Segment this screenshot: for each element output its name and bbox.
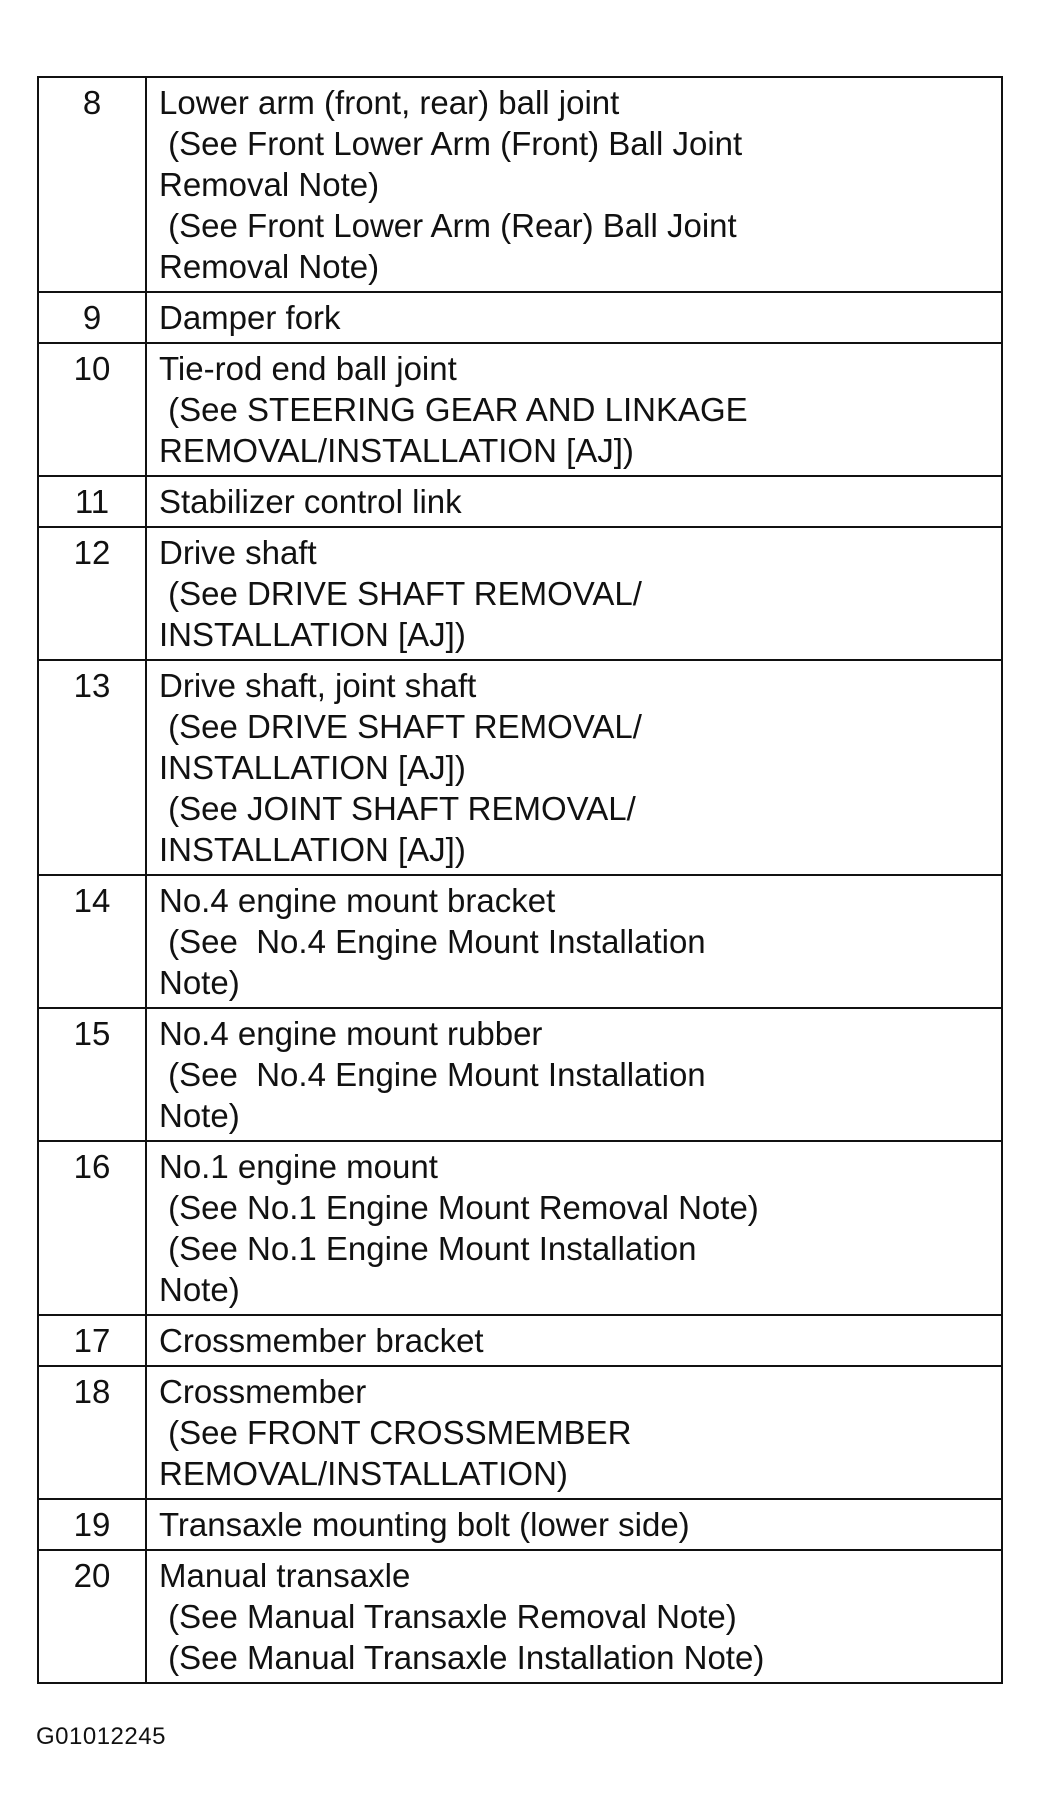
item-description xyxy=(146,343,1002,476)
description-line: (See DRIVE SHAFT REMOVAL/ xyxy=(159,708,642,745)
part-name: Crossmember xyxy=(159,1373,367,1410)
table-body xyxy=(38,77,1002,1683)
table-row xyxy=(38,343,1002,476)
part-name: Tie-rod end ball joint xyxy=(159,350,457,387)
item-number: 16 xyxy=(38,1141,146,1315)
item-description xyxy=(146,527,1002,660)
part-name: Drive shaft xyxy=(159,534,317,571)
part-name: Lower arm (front, rear) ball joint xyxy=(159,84,620,121)
item-description xyxy=(146,1499,1002,1550)
item-number: 20 xyxy=(38,1550,146,1683)
description-line: (See Manual Transaxle Installation Note) xyxy=(159,1639,765,1676)
table-row xyxy=(38,1141,1002,1315)
item-number: 14 xyxy=(38,875,146,1008)
item-number: 8 xyxy=(38,77,146,292)
item-description xyxy=(146,1550,1002,1683)
item-number: 10 xyxy=(38,343,146,476)
figure-id: G01012245 xyxy=(36,1723,166,1750)
description-line: INSTALLATION [AJ]) xyxy=(159,749,466,786)
description-line: (See Manual Transaxle Removal Note) xyxy=(159,1598,737,1635)
item-description xyxy=(146,660,1002,875)
description-line: (See No.4 Engine Mount Installation xyxy=(159,923,706,960)
part-name: No.4 engine mount bracket xyxy=(159,882,556,919)
description-line: Note) xyxy=(159,1097,240,1134)
table-row xyxy=(38,875,1002,1008)
item-number: 19 xyxy=(38,1499,146,1550)
description-line: (See No.1 Engine Mount Removal Note) xyxy=(159,1189,759,1226)
item-description xyxy=(146,476,1002,527)
description-line: (See FRONT CROSSMEMBER xyxy=(159,1414,632,1451)
description-line: (See JOINT SHAFT REMOVAL/ xyxy=(159,790,636,827)
part-name: Transaxle mounting bolt (lower side) xyxy=(159,1506,690,1543)
description-line: (See DRIVE SHAFT REMOVAL/ xyxy=(159,575,642,612)
description-line: (See No.1 Engine Mount Installation xyxy=(159,1230,697,1267)
procedure-table xyxy=(37,76,1003,1684)
part-name: Drive shaft, joint shaft xyxy=(159,667,477,704)
part-name: Manual transaxle xyxy=(159,1557,411,1594)
item-description xyxy=(146,875,1002,1008)
table-row xyxy=(38,660,1002,875)
table-row xyxy=(38,1499,1002,1550)
item-description xyxy=(146,77,1002,292)
part-name: Damper fork xyxy=(159,299,341,336)
description-line: (See No.4 Engine Mount Installation xyxy=(159,1056,706,1093)
item-number: 9 xyxy=(38,292,146,343)
table-row xyxy=(38,1366,1002,1499)
table-row xyxy=(38,1550,1002,1683)
item-description xyxy=(146,1141,1002,1315)
description-line: Removal Note) xyxy=(159,248,380,285)
description-line: (See STEERING GEAR AND LINKAGE xyxy=(159,391,748,428)
item-number: 15 xyxy=(38,1008,146,1141)
item-description xyxy=(146,1008,1002,1141)
item-description xyxy=(146,292,1002,343)
description-line: Note) xyxy=(159,1271,240,1308)
part-name: No.4 engine mount rubber xyxy=(159,1015,543,1052)
item-number: 11 xyxy=(38,476,146,527)
description-line: (See Front Lower Arm (Front) Ball Joint xyxy=(159,125,743,162)
description-line: REMOVAL/INSTALLATION) xyxy=(159,1455,568,1492)
description-line: INSTALLATION [AJ]) xyxy=(159,616,466,653)
description-line: (See Front Lower Arm (Rear) Ball Joint xyxy=(159,207,737,244)
description-line: REMOVAL/INSTALLATION [AJ]) xyxy=(159,432,634,469)
table-row xyxy=(38,77,1002,292)
item-description xyxy=(146,1315,1002,1366)
item-number: 17 xyxy=(38,1315,146,1366)
table-row xyxy=(38,292,1002,343)
item-number: 12 xyxy=(38,527,146,660)
description-line: Removal Note) xyxy=(159,166,380,203)
table-row xyxy=(38,1008,1002,1141)
part-name: Crossmember bracket xyxy=(159,1322,484,1359)
table-row xyxy=(38,527,1002,660)
part-name: No.1 engine mount xyxy=(159,1148,438,1185)
part-name: Stabilizer control link xyxy=(159,483,462,520)
table-row xyxy=(38,1315,1002,1366)
item-number: 18 xyxy=(38,1366,146,1499)
description-line: Note) xyxy=(159,964,240,1001)
item-description xyxy=(146,1366,1002,1499)
item-number: 13 xyxy=(38,660,146,875)
description-line: INSTALLATION [AJ]) xyxy=(159,831,466,868)
table-row xyxy=(38,476,1002,527)
